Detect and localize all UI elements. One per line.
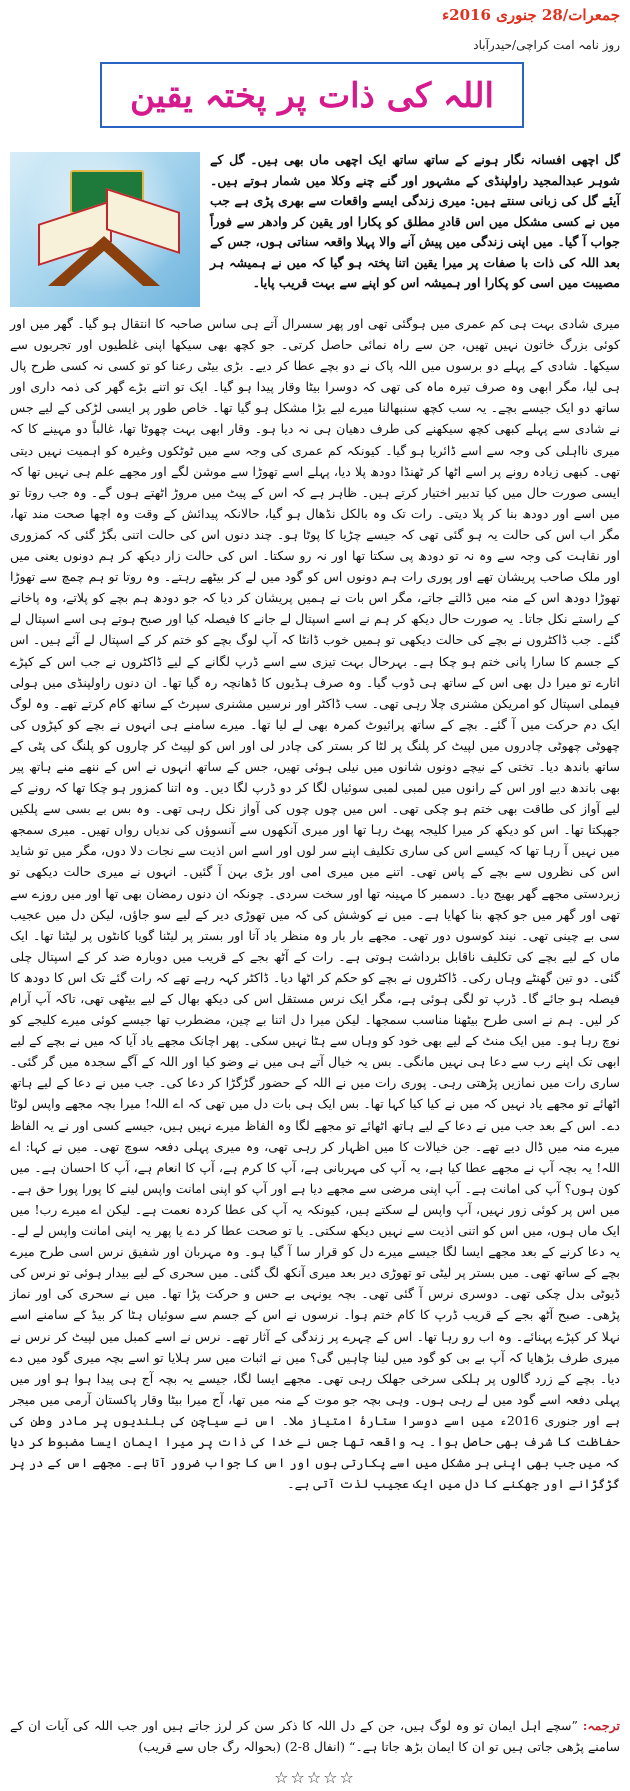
source-line: روز نامہ امت کراچی/حیدرآباد — [473, 38, 620, 52]
article-body — [10, 313, 620, 1494]
intro-paragraph — [210, 150, 620, 294]
footer-stars: ☆☆☆☆☆ — [274, 1768, 356, 1787]
headline: اللہ کی ذات پر پختہ یقین — [130, 75, 494, 116]
quran-photo — [10, 152, 200, 307]
body-text: میری شادی بہت ہی کم عمری میں ہوگئی تھی اور پھر سسرال آتے ہی ساس صاحبہ کا انتقال ہو گیا۔ گھر میں اور کوئی بزرگ خاتون نہیں تھیں، جن سے راہ نمائی حاصل کرتی۔ جو کچھ بھی سیکھا اپنی غلطیوں اور تجربوں سے سیکھا۔ شادی کے پہلے دو برسوں میں اللہ پاک نے دو بچے عطا کر دیے۔ بڑی بیٹی رعنا کو تو کسی نہ کسی طرح پال ہی لیا، مگر ابھی وہ صرف تیرہ ماہ کی تھی کہ دوسرا بیٹا وقار پیدا ہو گیا۔ ایک تو اتنے بڑے گھر کی ذمہ داری اور ساتھ دو ایک جیسے بچے۔ یہ سب کچھ سنبھالنا میرے لیے بڑا مشکل ہو گیا تھا۔ خاص طور پر ایسی لڑکی کے لیے جس نے شادی سے پہلے کبھی کچھ سیکھنے کی طرف دھیان ہی نہ دیا ہو۔ وقار ابھی بہت چھوٹا تھا، غالباً دو مہینے کا کہ میری نااہلی کی وجہ سے اسے ڈائریا ہو گیا۔ کیونکہ کم عمری کی وجہ سے میں ٹوٹکوں وغیرہ کو اہمیت نہیں دیتی تھی۔ کبھی زیادہ رونے پر اسے اٹھا کر ٹھنڈا دودھ پلا دیا، پہلے اسے تھوڑا سے موشن لگے اور مجھے علم ہی نہیں تھا کہ ایسی صورت حال میں کیا تدبیر اختیار کرتے ہیں۔ ظاہر ہے کہ اس کے پیٹ میں مروڑ اٹھتے ہوں گے۔ وہ جب روتا تو میں اسے اور دودھ بنا کر پلا دیتی۔ رات تک وہ بالکل نڈھال ہو گیا، حالانکہ پیدائش کے وقت وہ اچھا صحت مند تھا، مگر اب اس کی حالت یہ ہو گئی تھی کہ جیسے چڑیا کا پوٹا ہو۔ چند دنوں اس کی حالت اتنی بگڑ گئی کہ کمزوری اور نقاہت کی وجہ سے وہ نہ تو دودھ پی سکتا تھا اور نہ رو سکتا۔ اس کی حالت زار دیکھ کر ہم دونوں یعنی میں اور ملک صاحب پریشان تھے اور پوری رات ہم دونوں اس کو گود میں لے کر بیٹھے رہتے۔ وہ روتا تو ہم چمچ سے تھوڑا تھوڑا دودھ اس کے منہ میں ڈالتے جاتے، مگر اس بات نے ہمیں پریشان کر دیا کہ جو دودھ ہم بچے کو پلاتے، وہ پاخانے کے راستے نکل جاتا۔ یہ صورت حال دیکھ کر ہم نے اسے اسپتال لے جانے کا فیصلہ کیا اور صبح ہوتے ہی اسے اسپتال لے گئے۔ جب ڈاکٹروں نے بچے کی حالت دیکھی تو ہمیں خوب ڈانٹا کہ آپ لوگ بچے کو ختم کر کے اسپتال لے آئے ہیں۔ اس کے جسم کا سارا پانی ختم ہو چکا ہے۔ بہرحال بہت تیزی سے اسے ڈرپ لگانے کے لیے ڈاکٹروں نے جب اس کے کپڑے اتارے تو میرا دل بھی اس کے ساتھ ہی ڈوب گیا۔ وہ صرف ہڈیوں کا ڈھانچہ رہ گیا تھا۔ ان دنوں راولپنڈی میں ہولی فیملی اسپتال کو امریکن مشنری چلا رہی تھی۔ سب ڈاکٹر اور نرسیں مشنری سپرٹ کے ساتھ کام کرتے تھے۔ وہ لوگ ایک دم حرکت میں آ گئے۔ بچے کے ساتھ پرائیوٹ کمرہ بھی لے لیا تھا۔ میرے سامنے ہی انہوں نے بچے کو کپڑوں کی چھوٹی چھوٹی چادروں میں لپیٹ کر پلنگ پر لٹا کر بستر کی چادر لی اور اس کو لپیٹ کر چاروں کو پلنگ کی پٹی کے ساتھ باندھ دیا۔ تختی کے نیچے دونوں شانوں میں نیلی ہوئی تھیں، جس کے ساتھ انہوں نے اس کے ننھے منے ہاتھ پیر بھی باندھ دیے اور اس کے رانوں میں لمبی لمبی سوئیاں لگا کر دو ڈرپ لگا دیں۔ وہ اتنا کمزور ہو چکا تھا کہ رونے کے لیے آواز کی طاقت بھی ختم ہو چکی تھی۔ اس میں چوں چوں کی آواز نکل رہی تھی۔ وہ بس بے بسی سے پلکیں جھپکتا تھا۔ اس کو دیکھ کر میرا کلیجہ پھٹ رہا تھا اور میری آنکھوں سے آنسوؤں کی ندیاں رواں تھیں۔ میری سمجھ میں نہیں آ رہا تھا کہ کیسے اس کی ساری تکلیف اپنے سر لوں اور اسے اس اذیت سے نجات دلا دوں، مگر میں تو شاید اس کی نظروں سے بچے کے پاس تھی۔ اتنے میں میری امی اور بڑی بہن آ گئیں۔ انہوں نے میری حالت دیکھی تو زبردستی مجھے گھر بھیج دیا۔ دسمبر کا مہینہ تھا اور سخت سردی۔ چونکہ ان دنوں رمضان بھی تھا اور میں روزے سے تھی اور گھر میں جو کچھ بنا کھایا ہے۔ میں نے کوشش کی کہ میں تھوڑی دیر کے لیے سو جاؤں، لیکن دل میں عجیب سی بے چینی تھی۔ نیند کوسوں دور تھی۔ مجھے بار بار وہ منظر یاد آتا اور بستر پر لیٹنا گویا کانٹوں پر لیٹنا تھا۔ ایک ماں کے لیے بچے کی تکلیف ناقابل برداشت ہوتی ہے۔ رات کے آٹھ بجے کے قریب میں دوبارہ ضد کر کے اسپتال چلی گئی۔ دو تین گھنٹے وہاں رکی۔ ڈاکٹروں نے بچے کو حکم کر اٹھا دیا۔ ڈاکٹر کہہ رہے تھے کہ رات گئے تک اس کا دودھ کا فیصلہ ہو جائے گا۔ ڈرپ تو لگی ہوئی ہے، مگر ایک نرس مستقل اس کی دیکھ بھال کے لیے بیٹھی تھی، تاکہ آپ آرام کر لیں۔ ہم نے اسی طرح بیٹھنا مناسب سمجھا۔ لیکن میرا دل اتنا بے چین، مضطرب تھا جیسے کوئی میرے کلیجے کو نوچ رہا ہو۔ میں ایک منٹ کے لیے بھی خود کو وہاں سے ہٹا نہیں سکی۔ پھر اچانک مجھے یاد آیا کہ میں نے بچے کے لیے ابھی تک اپنے رب سے دعا ہی نہیں مانگی۔ بس یہ خیال آتے ہی میں نے وضو کیا اور اللہ کے آگے سجدہ میں گر گئی۔ ساری رات میں نمازیں پڑھتی رہی۔ پوری رات میں نے اللہ کے حضور گڑگڑا کر دعا کی۔ جب میں نے دعا کے لیے ہاتھ اٹھائے تو مجھے یاد نہیں کہ میں نے کیا کیا کہا تھا۔ بس ایک ہی بات دل میں تھی کہ اے اللہ! میرا بچہ مجھے واپس لوٹا دے۔ اس کے بعد جب میں نے دعا کے لیے ہاتھ اٹھائے تو مجھے لگا وہ الفاظ میرے نہیں ہیں، جیسے کسی اور نے یہ الفاظ میرے منہ میں ڈال دیے تھے۔ جن خیالات کا میں اظہار کر رہی تھی، وہ میری پہلی دفعہ سوچ تھی۔ میں نے کہا: اے اللہ! یہ بچہ آپ نے مجھے عطا کیا ہے، یہ آپ کی مہربانی ہے، آپ کا کرم ہے، آپ کا انعام ہے، آپ کا احسان ہے۔ میں کون ہوں؟ آپ کی امانت ہے۔ آپ اپنی مرضی سے مجھے دیا ہے اور آپ کو اپنی امانت واپس لینے کا پورا پورا حق ہے۔ میں اس پر کوئی زور نہیں، آپ واپس لے سکتے ہیں، کیونکہ یہ آپ کی عطا کردہ نعمت ہے۔ لیکن اے میرے رب! میں ایک ماں ہوں، میں اس کو اتنی اذیت سے نہیں دیکھ سکتی۔ یا تو صحت عطا کر دے یا پھر یہ اپنی امانت واپس لے لے۔ یہ دعا کرنے کے بعد مجھے ایسا لگا جیسے میرے دل کو قرار سا آ گیا ہو۔ وہ مہربان اور شفیق نرس اسی طرح میرے بچے کے ساتھ تھی۔ میں بستر پر لیٹی تو تھوڑی دیر بعد میری آنکھ لگ گئی۔ میں سحری کے لیے بیدار ہوئی تو نرس کی ڈیوٹی بدل چکی تھی۔ دوسری نرس آ گئی تھی۔ بچہ یونہی بے حس و حرکت پڑا تھا۔ میں نے سحری کی اور نماز پڑھی۔ صبح آٹھ بجے کے قریب ڈرپ کا کام ختم ہوا۔ نرسوں نے اس کے جسم سے سوئیاں ہٹا کر بیڈ کے سامنے اسے نہلا کر کپڑے پہنائے۔ وہ اب رو رہا تھا۔ اس کے چہرے پر زندگی کے آثار تھے۔ نرس نے اسے کمبل میں لپیٹ کر نرس نے میری طرف بڑھایا کہ آپ بے بی کو گود میں لینا چاہیں گی؟ میں نے اثبات میں سر ہلایا تو اسے بچہ میری گود میں دے دیا۔ بچے کے زرد گالوں پر ہلکی سرخی جھلک رہی تھی۔ مجھے ایسا لگا، جیسے یہ بچہ آج ہی پیدا ہوا ہو اور میں پہلی دفعہ اسے گود میں لے رہی ہوں۔ وہی بچہ جو موت کے منہ میں تھا، آج میرا بیٹا وقار پاکستان آرمی میں میجر ہے اور جنوری 2016ء میں اسے دوسرا ستارۂ امتیاز ملا۔ اس نے سیاچن کی بلندیوں پر مادر وطن کی حفاظت کا شرف بھی حاصل ہوا۔ یہ واقعہ تھا جس نے خدا کی ذات پر میرا ایمان ایسا مضبوط کر دیا کہ میں جب بھی اپنی ہر مشکل میں اسے پکارتی ہوں اور اس کا جواب ضرور آتا ہے۔ مجھے اس کے در پر گڑگڑانے اور جھکنے کا دل میں ایک عجیب لذت آتی ہے۔ — [10, 316, 620, 1492]
translation-label: ترجمہ: — [582, 1718, 620, 1733]
translation-block — [10, 1715, 620, 1757]
intro-text: گل اچھی افسانہ نگار ہونے کے ساتھ ساتھ ایک اچھی ماں بھی ہیں۔ گل کے شوہر عبدالمجید راولپنڈی کے مشہور اور گنے چنے وکلا میں شمار ہوتے ہیں۔ آیئے گل کی زبانی سنتے ہیں: میری زندگی ایسے واقعات سے بھری پڑی ہے جب میں نے کسی مشکل میں اس قادرِ مطلق کو پکارا اور یقین کر وادھر سے فوراً جواب آ گیا۔ میں اپنی زندگی میں پیش آنے والا پہلا واقعہ سناتی ہوں، جس کے بعد اللہ کی ذات با صفات پر میرا یقین اتنا پختہ ہو گیا کہ میں نے ہمیشہ ہر مصیبت میں اسی کو پکارا اور ہمیشہ اس کو اپنے سے بہت قریب پایا۔ — [210, 152, 620, 290]
translation-text: ”سچے اہل ایمان تو وہ لوگ ہیں، جن کے دل اللہ کا ذکر سن کر لرز جاتے ہیں اور جب اللہ کی آیات ان کے سامنے پڑھی جاتی ہیں تو ان کا ایمان بڑھ جاتا ہے۔“ — [10, 1718, 620, 1754]
headline-box — [100, 62, 524, 128]
date-line: جمعرات/28 جنوری 2016ء — [442, 6, 620, 24]
translation-reference: (انفال 8-2) (بحوالہ رگ جاں سے قریب) — [138, 1739, 345, 1754]
